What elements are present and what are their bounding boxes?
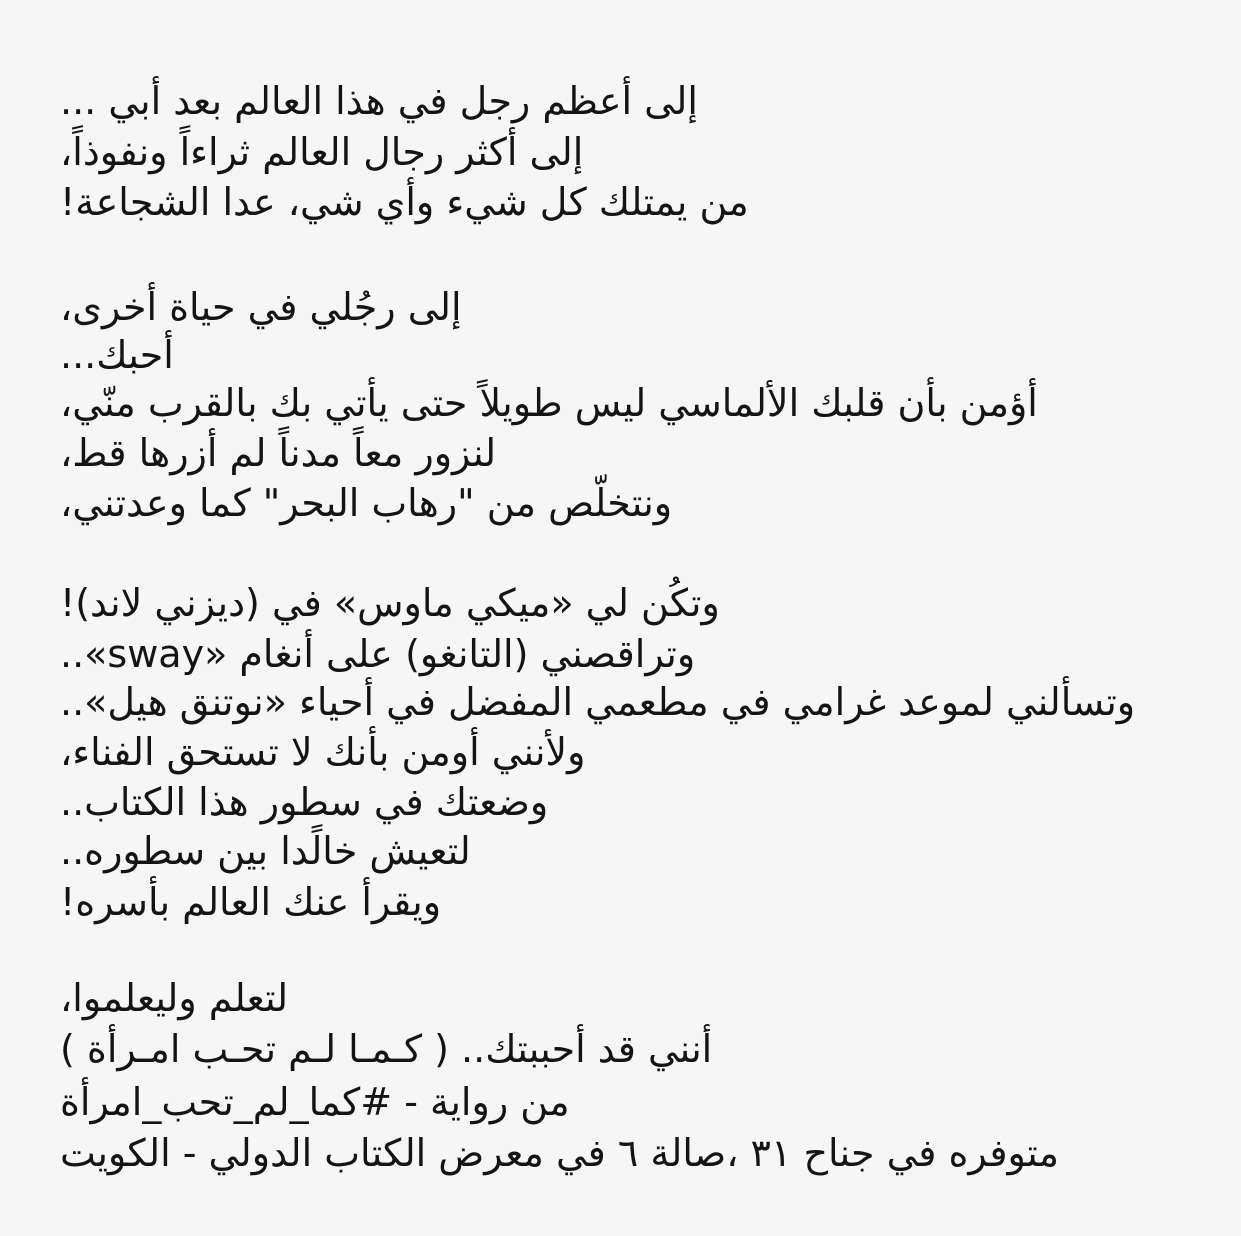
text-line-6: أؤمن بأن قلبك الألماسي ليس طويلاً حتى يأتي بك بالقرب منّي، (60, 381, 1038, 425)
text-line-1: إلى أعظم رجل في هذا العالم بعد أبي ... (60, 79, 698, 123)
text-line-14: لتعيش خالًدا بين سطوره.. (60, 829, 471, 873)
text-line-15: ويقرأ عنك العالم بأسره! (60, 880, 442, 924)
text-line-12: ولأنني أومن بأنك لا تستحق الفناء، (60, 730, 586, 774)
text-line-10: وتراقصني (التانغو) على أنغام «sway».. (60, 632, 696, 676)
text-line-19: متوفره في جناح ٣١ ،صالة ٦ في معرض الكتاب الدولي - الكويت (60, 1131, 1059, 1175)
text-line-16: لتعلم وليعلموا، (60, 976, 289, 1020)
text-line-2: إلى أكثر رجال العالم ثراءاً ونفوذاً، (60, 130, 584, 174)
text-line-13: وضعتك في سطور هذا الكتاب.. (60, 780, 549, 824)
text-line-4: إلى رجُلي في حياة أخرى، (60, 285, 462, 329)
text-line-9: وتكُن لي «ميكي ماوس» في (ديزني لاند)! (60, 581, 720, 625)
text-line-8: ونتخلّص من "رهاب البحر" كما وعدتني، (60, 481, 673, 525)
text-line-11: وتسألني لموعد غرامي في مطعمي المفضل في أحياء «نوتنق هيل».. (60, 680, 1136, 724)
text-line-7: لنزور معاً مدناً لم أزرها قط، (60, 431, 497, 475)
text-line-3: من يمتلك كل شيء وأي شي، عدا الشجاعة! (60, 180, 749, 224)
text-line-18: من رواية - #كما_لم_تحب_امرأة (60, 1080, 570, 1124)
text-line-17: أنني قد أحببتك.. ( كـمـا لـم تحـب امـرأة ) (60, 1027, 713, 1071)
text-line-5: أحبك... (60, 333, 174, 377)
